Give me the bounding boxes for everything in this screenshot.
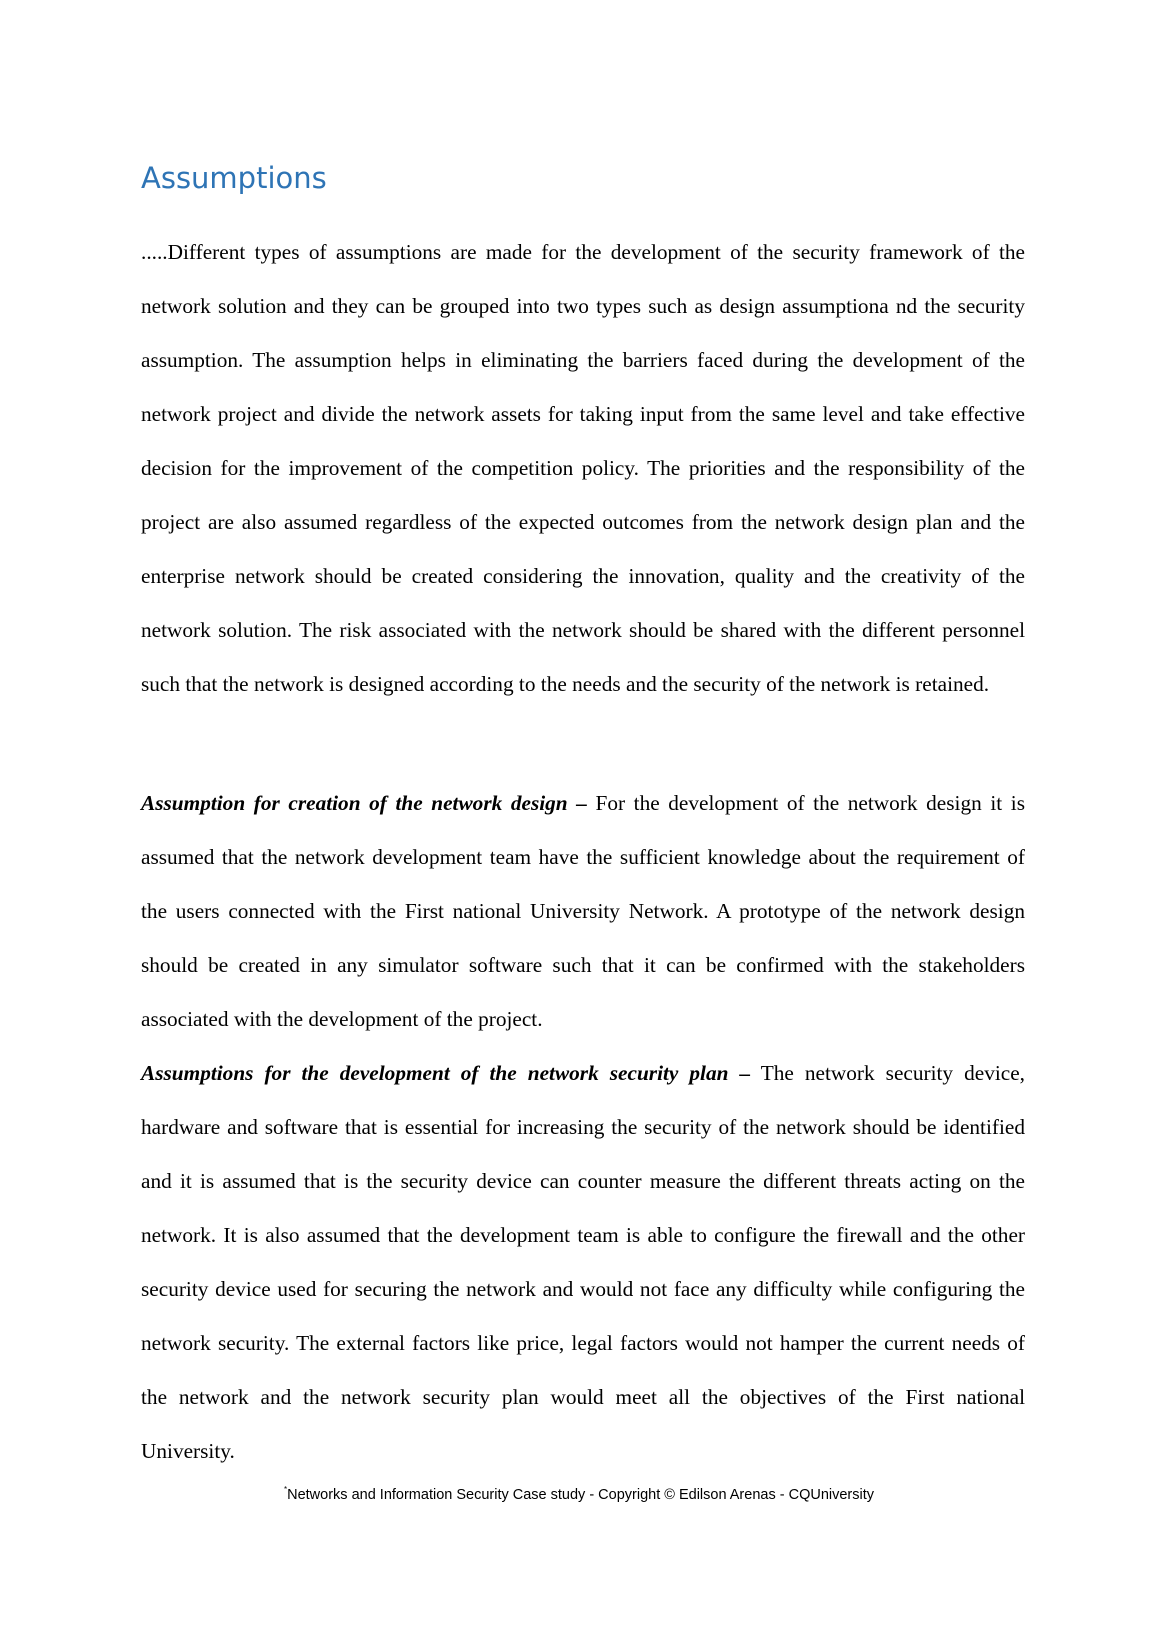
paragraph-intro-text: .....Different types of assumptions are made for the development of the security framework of the network solution and they can be grouped into two types such as design assumptiona nd the security assumption. The assumption helps in eliminating the barriers faced during the development of the network project and divide the network assets for taking input from the same level and take effective decision for the improvement of the competition policy. The priorities and the responsibility of the project are also assumed regardless of the expected outcomes from the network design plan and the enterprise network should be created considering the innovation, quality and the creativity of the network solution. The risk associated with the network should be shared with the different personnel such that the network is designed according to the needs and the security of the network is retained. (141, 240, 1025, 696)
paragraph-network-design (141, 776, 1025, 1046)
paragraph-security-plan-lead: Assumptions for the development of the network security plan – (141, 1061, 751, 1085)
page-footer (0, 1480, 1158, 1505)
footer-mark: * (283, 1485, 288, 1494)
paragraph-network-design-lead: Assumption for creation of the network design – (141, 791, 587, 815)
paragraph-network-design-text: For the development of the network design it is assumed that the network development team have the sufficient knowledge about the requirement of the users connected with the First national University Network. A prototype of the network design should be created in any simulator software such that it can be confirmed with the stakeholders associated with the development of the project. (141, 791, 1025, 1031)
section-heading: Assumptions (141, 161, 327, 195)
footer-text: Networks and Information Security Case study - Copyright © Edilson Arenas - CQUniversity (287, 1487, 874, 1503)
paragraph-intro (141, 225, 1025, 711)
paragraph-security-plan-text: The network security device, hardware and software that is essential for increasing the security of the network should be identified and it is assumed that is the security device can counter measure the different threats acting on the network. It is also assumed that the development team is able to configure the firewall and the other security device used for securing the network and would not face any difficulty while configuring the network security. The external factors like price, legal factors would not hamper the current needs of the network and the network security plan would meet all the objectives of the First national University. (141, 1061, 1025, 1463)
paragraph-security-plan (141, 1046, 1025, 1478)
